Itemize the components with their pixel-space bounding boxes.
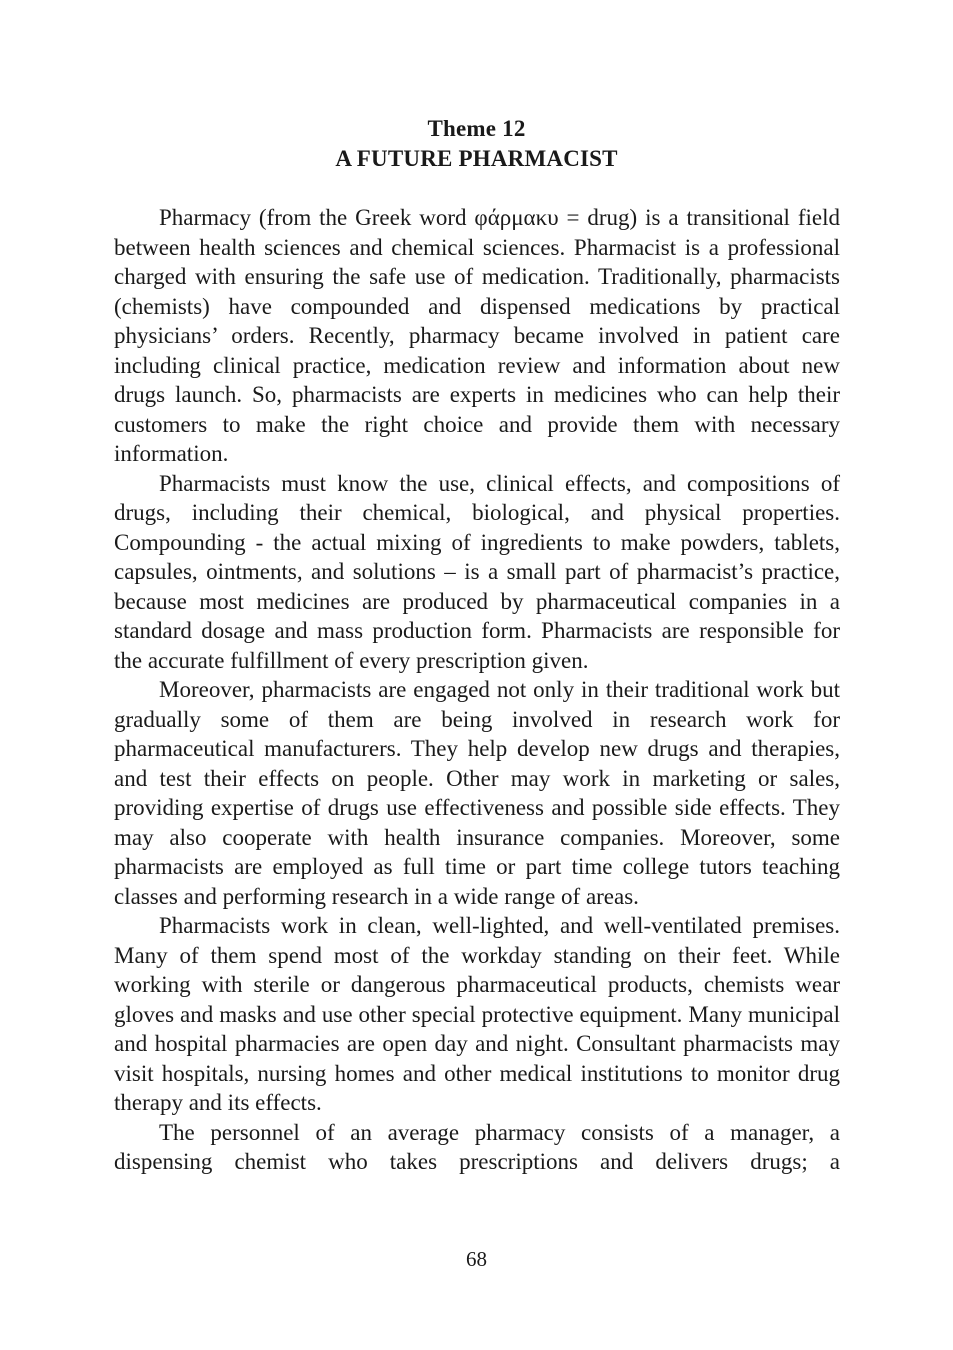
- body-text: [114, 203, 840, 1177]
- paragraph-pharmacist-knowledge: Pharmacists must know the use, clinical effects, and compositions of drugs, including their chemical, biological, and physical properties. Compounding - the actual mixing of ingredients to make powders, tablets, capsules, ointments, and solutions – is a small part of pharmacist’s practice, because most medicines are produced by pharmaceutical companies in a standard dosage and mass production form. Pharmacists are responsible for the accurate fulfillment of every prescription given.: [114, 470, 840, 673]
- paragraph-pharmacy-definition: Pharmacy (from the Greek word φάρμακυ = drug) is a transitional field between health sciences and chemical sciences. Pharmacist is a professional charged with ensuring the safe use of medication. Traditionally, pharmacists (chemists) have compounded and dispensed medications by practical physicians’ orders. Recently, pharmacy became involved in patient care including clinical practice, medication review and information about new drugs launch. So, pharmacists are experts in medicines who can help their customers to make the right choice and provide them with necessary information.: [114, 205, 840, 466]
- paragraph-research-work: Moreover, pharmacists are engaged not only in their traditional work but gradually some of them are being involved in research work for pharmaceutical manufacturers. They help develop new drugs and therapies, and test their effects on people. Other may work in marketing or sales, providing expertise of drugs use effectiveness and possible side effects. They may also cooperate with health insurance companies. Moreover, some pharmacists are employed as full time or part time college tutors teaching classes and performing research in a wide range of areas.: [114, 677, 840, 909]
- theme-heading: Theme 12: [427, 116, 526, 141]
- paragraph-personnel: The personnel of an average pharmacy consists of a manager, a dispensing chemist who takes prescriptions and delivers drugs; a: [114, 1119, 840, 1174]
- page-title: A FUTURE PHARMACIST: [335, 146, 618, 171]
- page-number: 68: [466, 1247, 487, 1271]
- paragraph-work-conditions: Pharmacists work in clean, well-lighted, and well-ventilated premises. Many of them spend most of the workday standing on their feet. While working with sterile or dangerous pharmaceutical products, chemists wear gloves and masks and use other special protective equipment. Many municipal and hospital pharmacies are open day and night. Consultant pharmacists may visit hospitals, nursing homes and other medical institutions to monitor drug therapy and its effects.: [114, 913, 840, 1115]
